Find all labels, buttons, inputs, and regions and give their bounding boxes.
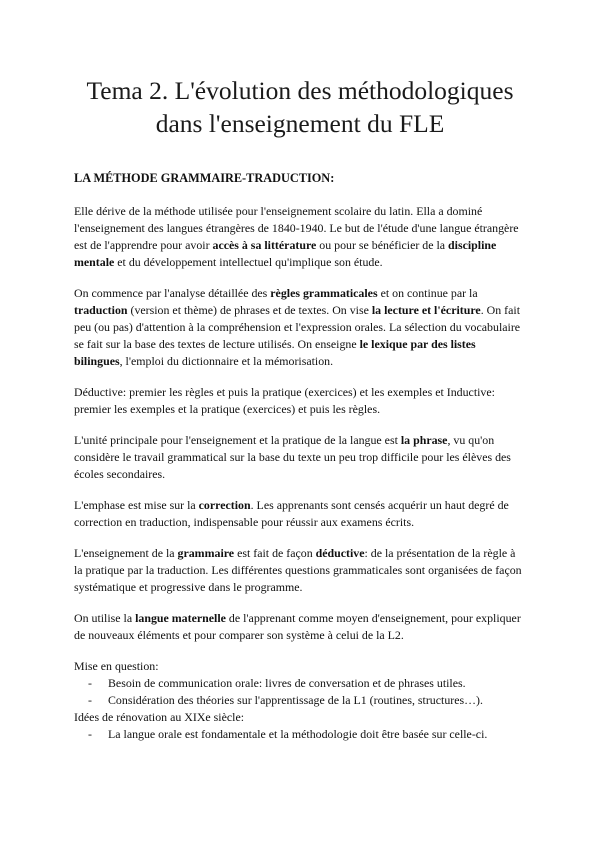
paragraph-method: On commence par l'analyse détaillée des règles grammaticales et on continue par la traduction (version et thème) de phrases et de textes. On vise la lecture et l'écriture. On fait peu (ou pas) d'attention à la compréhension et l'expression orales. La sélection du vocabulaire se fait sur la base des textes de lecture utilisés. On enseigne le lexique par des listes bilingues, l'emploi du dictionnaire et la mémorisation. [74, 286, 521, 368]
paragraph-origin: Elle dérive de la méthode utilisée pour l'enseignement scolaire du latin. Ella a dominé l'enseignement des langues étrangères de 1840-1940. Le but de l'étude d'une langue étrangère est de l'apprendre pour avoir accès à sa littérature ou pour se bénéficier de la discipline mentale et du développement intellectuel qu'implique son étude. [74, 204, 519, 269]
paragraph-phrase-unit: L'unité principale pour l'enseignement et la pratique de la langue est la phrase, vu qu'on considère le travail grammatical sur la base du texte un peu trop difficile pour les élèves des écoles secondaires. [74, 433, 511, 481]
list-item: - Besoin de communication orale: livres de conversation et de phrases utiles. [88, 675, 526, 692]
paragraph-renovation: Idées de rénovation au XIXe siècle: [74, 710, 245, 724]
paragraph-grammar: L'enseignement de la grammaire est fait de façon déductive: de la présentation de la règle à la pratique par la traduction. Les différentes questions grammaticales sont organisées de façon systématique et progressive dans le programme. [74, 546, 522, 594]
list-renovation [74, 726, 526, 743]
title-line-1: Tema 2. L'évolution des méthodologiques [86, 76, 514, 105]
page-title [74, 0, 526, 140]
list-item: - La langue orale est fondamentale et la méthodologie doit être basée sur celle-ci. [88, 726, 526, 743]
paragraph-deductive-inductive: Déductive: premier les règles et puis la pratique (exercices) et les exemples et Inductive: premier les exemples et la pratique (exercices) et puis les règles. [74, 385, 495, 416]
paragraph-mother-tongue: On utilise la langue maternelle de l'apprenant comme moyen d'enseignement, pour expliquer de nouveaux éléments et pour comparer son système à celui de la L2. [74, 611, 521, 642]
paragraph-questioning: Mise en question: [74, 659, 159, 673]
paragraph-correction: L'emphase est mise sur la correction. Les apprenants sont censés acquérir un haut degré de correction en traduction, indispensable pour réussir aux examens écrits. [74, 498, 509, 529]
list-item: - Considération des théories sur l'apprentissage de la L1 (routines, structures…). [88, 692, 526, 709]
section-heading: LA MÉTHODE GRAMMAIRE-TRADUCTION: [74, 171, 335, 185]
list-questioning [74, 675, 526, 709]
title-line-2: dans l'enseignement du FLE [155, 109, 445, 138]
